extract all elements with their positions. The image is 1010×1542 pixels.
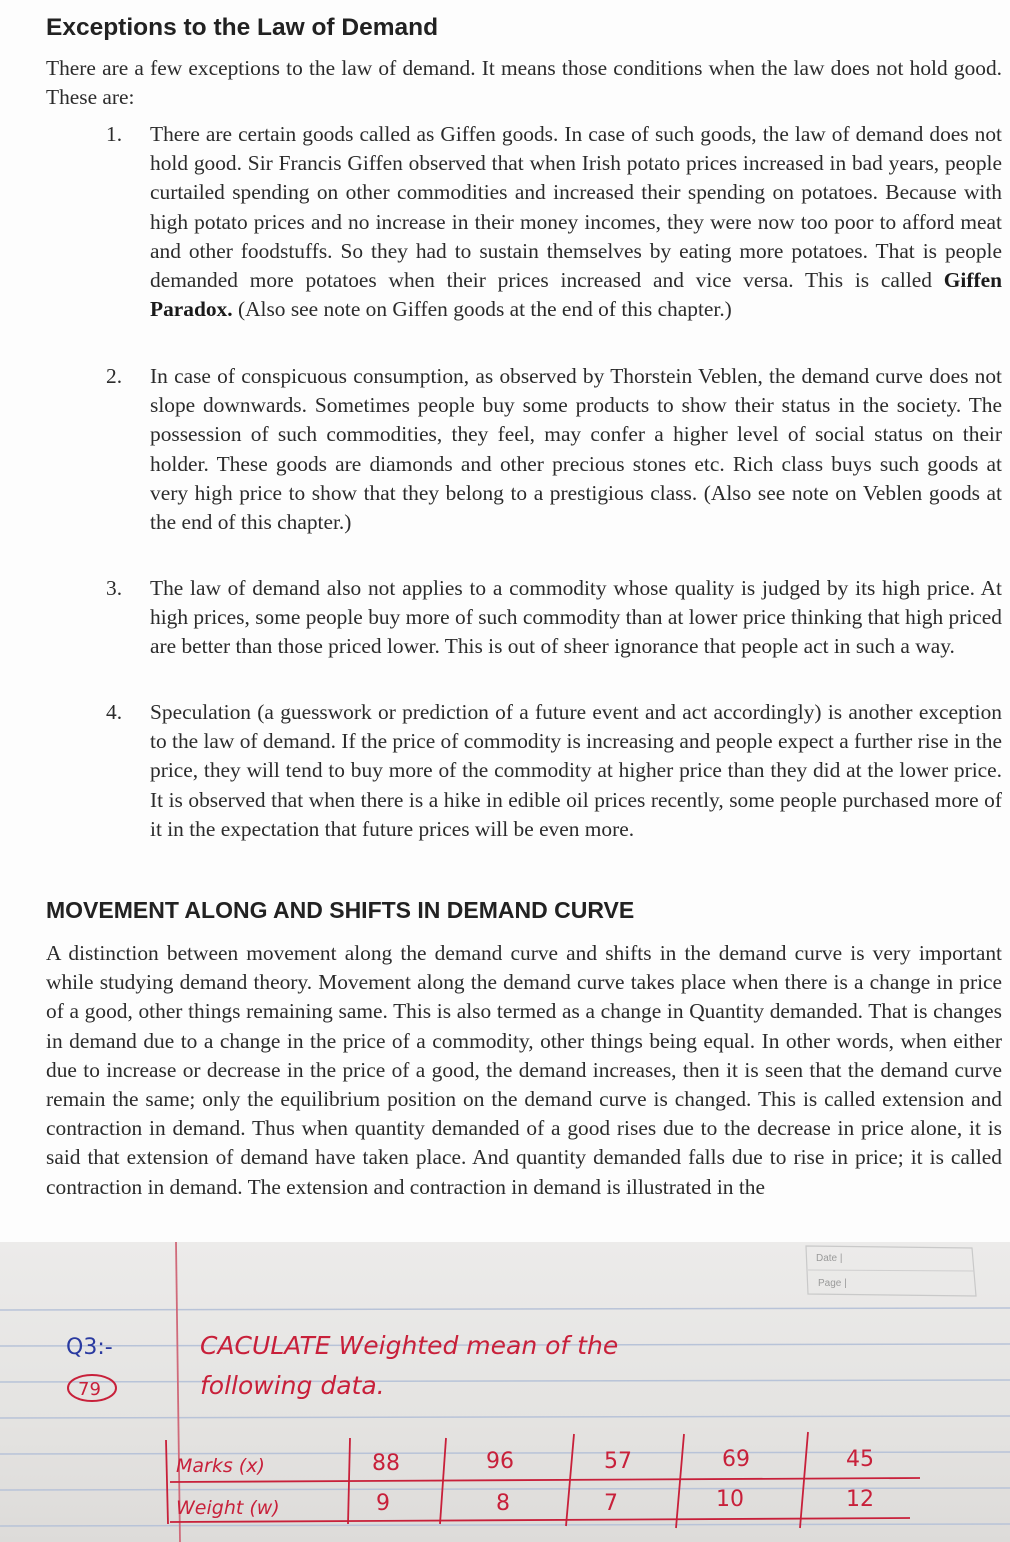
exception-text: In case of conspicuous consumption, as observed by Thorstein Veblen, the demand curve does not slope downwards. Sometimes people buy some products to show their status in the society. The possession of such commodities, they feel, may confer a higher level of social status on their holder. These goods are diamonds and other precious stones etc. Rich class buys such goods at very high price to show that they belong to a prestigious class. (Also see note on Veblen goods at the end of this chapter.)	[150, 364, 1002, 535]
section-paragraph: A distinction between movement along the demand curve and shifts in the demand curve is very important while studying demand theory. Movement along the demand curve takes place when there is a change in price of a good, other things remaining same. This is also termed as a change in Quantity demanded. That is changes in demand due to a change in the price of a commodity, other things being equal. In other words, when either due to increase or decrease in the price of a good, the demand increases, then it is seen that the demand curve remain the same; only the equilibrium position on the demand curve is changed. This is called extension and contraction in demand. Thus when quantity demanded of a good rises due to the decrease in price alone, it is said that extension of demand have taken place. And quantity demanded falls due to rise in price; it is called contraction in demand. The extension and contraction in demand is illustrated in the	[46, 941, 1002, 1199]
marks-value: 88	[372, 1451, 400, 1476]
weight-value: 7	[604, 1491, 618, 1516]
weight-value: 12	[846, 1487, 874, 1512]
exception-number: 3.	[106, 576, 123, 600]
question-label: Q3:-	[66, 1335, 113, 1360]
weight-row-label: Weight (w)	[176, 1497, 280, 1519]
exception-item-4	[106, 698, 1002, 844]
page-label: Page |	[818, 1278, 847, 1289]
weight-value: 10	[716, 1487, 744, 1512]
marks-value: 69	[722, 1447, 750, 1472]
weight-value: 9	[376, 1491, 390, 1516]
giffen-paradox-term: Giffen Paradox.	[150, 268, 1002, 322]
exception-number: 1.	[106, 122, 123, 146]
circled-number: 79	[78, 1379, 101, 1400]
section-heading: MOVEMENT ALONG AND SHIFTS IN DEMAND CURVE	[46, 897, 635, 923]
question-line-2: following data.	[200, 1371, 385, 1400]
exception-item-3	[106, 574, 1002, 662]
page-heading: Exceptions to the Law of Demand	[46, 14, 439, 41]
marks-row-label: Marks (x)	[176, 1455, 265, 1477]
intro-paragraph: There are a few exceptions to the law of demand. It means those conditions when the law does not hold good. These are:	[46, 56, 1002, 110]
exception-number: 2.	[106, 364, 123, 388]
exception-text: There are certain goods called as Giffen goods. In case of such goods, the law of demand does not hold good. Sir Francis Giffen observed that when Irish potato prices increased in bad years, people curtailed spending on other commodities and increased their spending on potatoes. Because with high potato prices and no increase in their money incomes, they were now too poor to afford meat and other foodstuffs. So they had to sustain themselves by eating more potatoes. That is people demanded more potatoes when their prices increased and vice versa. This is called Giffen Paradox. (Also see note on Giffen goods at the end of this chapter.)	[150, 122, 1002, 322]
marks-value: 45	[846, 1447, 874, 1472]
marks-value: 96	[486, 1449, 514, 1474]
exception-text: The law of demand also not applies to a commodity whose quality is judged by its high price. At high prices, some people buy more of such commodity than at lower price thinking that high priced are better than those priced lower. This is out of sheer ignorance that people act in such a way.	[150, 576, 1002, 659]
exception-item-1	[106, 120, 1002, 324]
marks-value: 57	[604, 1449, 632, 1474]
notebook-photo	[0, 1242, 1010, 1542]
weight-value: 8	[496, 1491, 510, 1516]
date-label: Date |	[816, 1253, 843, 1264]
exception-number: 4.	[106, 700, 123, 724]
exception-text: Speculation (a guesswork or prediction of a future event and act accordingly) is another exception to the law of demand. If the price of commodity is increasing and people expect a further rise in the price, they will tend to buy more of the commodity at higher price than they did at the lower price. It is observed that when there is a hike in edible oil prices recently, some people purchased more of it in the expectation that future prices will be even more.	[150, 700, 1002, 841]
question-line-1: CACULATE Weighted mean of the	[200, 1331, 619, 1360]
exception-item-2	[106, 362, 1002, 537]
notebook-sheet	[0, 1242, 1010, 1542]
